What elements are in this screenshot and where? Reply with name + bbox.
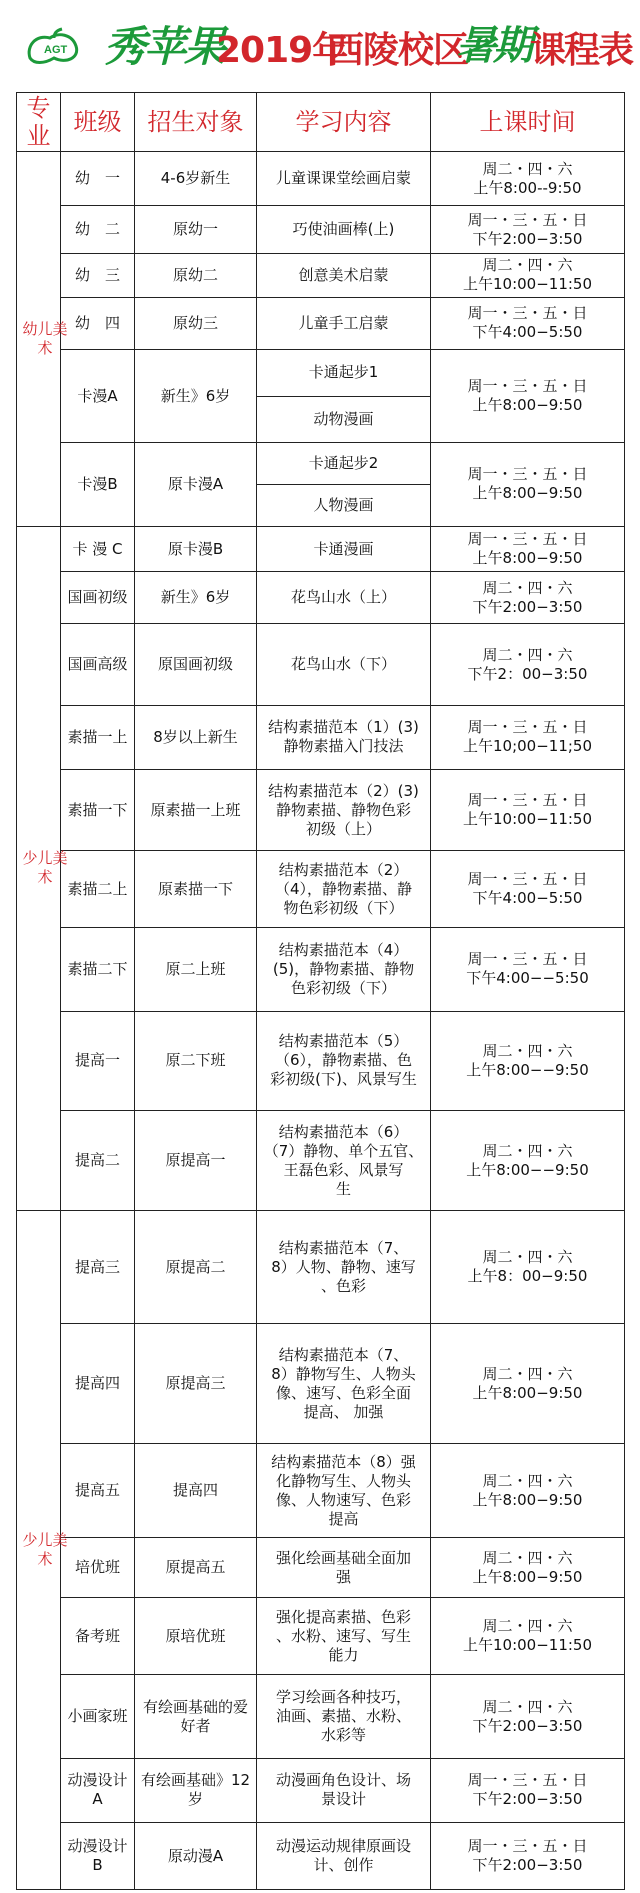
time-cell xyxy=(431,526,625,572)
target-cell: 原幼二 xyxy=(135,253,257,297)
content-line: 创意美术启蒙 xyxy=(298,265,389,284)
target-cell: 原动漫A xyxy=(135,1823,257,1890)
time-line: 周二・四・六 xyxy=(482,1697,573,1716)
class-cell: 素描二下 xyxy=(61,928,135,1011)
column-header-major: 专业 xyxy=(17,93,61,152)
time-cell xyxy=(431,705,625,770)
time-line: 上午10:00−11:50 xyxy=(462,810,593,829)
time-cell xyxy=(431,206,625,254)
time-cell xyxy=(431,1211,625,1323)
time-line: 周二・四・六 xyxy=(482,1141,573,1160)
header-row xyxy=(17,93,625,152)
time-line: 周一・三・五・日 xyxy=(467,465,588,484)
target-cell: 原提高三 xyxy=(135,1323,257,1444)
content-line: 静物素描、静物色彩 xyxy=(275,800,411,819)
content-cell xyxy=(257,1444,431,1538)
class-cell: 提高二 xyxy=(61,1111,135,1211)
class-cell: 素描二上 xyxy=(61,851,135,928)
target-cell: 原提高五 xyxy=(135,1538,257,1598)
content-line: 提高、 加强 xyxy=(303,1402,384,1421)
time-line: 上午10:00−11:50 xyxy=(462,275,593,294)
content-cell xyxy=(257,526,431,572)
time-line: 下午4:00−5:50 xyxy=(472,323,583,342)
table-row xyxy=(17,1675,625,1758)
class-cell: 动漫设计B xyxy=(61,1823,135,1890)
content-line: 彩初级(下)、风景写生 xyxy=(270,1070,417,1089)
content-line: 色彩初级（下） xyxy=(290,978,396,997)
content-cell xyxy=(257,297,431,349)
page-header xyxy=(0,0,640,88)
time-line: 上午8:00−9:50 xyxy=(472,1567,583,1586)
content-cell xyxy=(257,1211,431,1323)
content-cell xyxy=(257,253,431,297)
title-year: 2019年 xyxy=(216,30,348,71)
target-cell: 提高四 xyxy=(135,1444,257,1538)
content-line: 物色彩初级（下） xyxy=(283,898,404,917)
target-cell: 新生》6岁 xyxy=(135,572,257,624)
content-cell: 卡通起步2 xyxy=(257,443,431,485)
time-line: 上午8：00−9:50 xyxy=(467,1267,588,1286)
content-line: 能力 xyxy=(328,1645,359,1664)
content-line: 儿童手工启蒙 xyxy=(298,313,389,332)
table-row xyxy=(17,1758,625,1823)
time-line: 周一・三・五・日 xyxy=(467,791,588,810)
content-line: 卡通漫画 xyxy=(313,539,374,558)
target-cell: 新生》6岁 xyxy=(135,349,257,443)
time-line: 周二・四・六 xyxy=(482,645,573,664)
class-cell: 幼 一 xyxy=(61,152,135,206)
time-line: 上午10:00−11:50 xyxy=(462,1636,593,1655)
major-cell xyxy=(17,152,68,527)
content-line: 、色彩 xyxy=(320,1276,366,1295)
time-cell xyxy=(431,1675,625,1758)
content-cell xyxy=(257,1323,431,1444)
content-line: 强 xyxy=(335,1567,351,1586)
target-cell: 原幼一 xyxy=(135,206,257,254)
brand-name: 秀苹果 xyxy=(104,22,225,71)
content-line: 化静物写生、人物头 xyxy=(275,1471,411,1490)
time-cell xyxy=(431,1598,625,1675)
class-cell: 小画家班 xyxy=(61,1675,135,1758)
content-cell xyxy=(257,770,431,851)
class-cell: 卡漫B xyxy=(61,443,135,526)
time-cell xyxy=(431,349,625,443)
content-line: 儿童课课堂绘画启蒙 xyxy=(275,169,411,188)
content-cell: 动物漫画 xyxy=(257,396,431,443)
time-line: 下午2：00−3:50 xyxy=(467,664,588,683)
column-header-content: 学习内容 xyxy=(257,93,431,152)
time-line: 下午2:00−3:50 xyxy=(472,597,583,616)
time-cell xyxy=(431,928,625,1011)
content-line: (5)，静物素描、静物 xyxy=(272,959,415,978)
schedule-body xyxy=(17,152,625,1890)
content-line: 像、速写、色彩全面 xyxy=(275,1383,411,1402)
time-cell xyxy=(431,253,625,297)
class-cell: 幼 三 xyxy=(61,253,135,297)
content-cell xyxy=(257,928,431,1011)
table-row xyxy=(17,1538,625,1598)
time-line: 下午2:00−3:50 xyxy=(472,1790,583,1809)
table-row xyxy=(17,349,625,396)
content-line: 油画、素描、水粉、 xyxy=(275,1707,411,1726)
time-line: 周二・四・六 xyxy=(482,159,573,178)
content-cell xyxy=(257,1111,431,1211)
target-cell: 原素描一上班 xyxy=(135,770,257,851)
class-cell: 提高五 xyxy=(61,1444,135,1538)
time-line: 上午8:00−−9:50 xyxy=(466,1060,589,1079)
time-line: 上午8:00−9:50 xyxy=(472,549,583,567)
class-cell: 提高四 xyxy=(61,1323,135,1444)
content-line: 像、人物速写、色彩 xyxy=(275,1490,411,1509)
content-line: 王磊色彩、风景写 xyxy=(283,1160,404,1179)
table-row xyxy=(17,526,625,572)
content-cell xyxy=(257,851,431,928)
target-cell: 原国画初级 xyxy=(135,624,257,705)
apple-logo-icon xyxy=(24,28,94,64)
content-line: （6），静物素描、色 xyxy=(274,1051,413,1070)
content-line: （7）静物、单个五官、 xyxy=(263,1141,424,1160)
table-row xyxy=(17,1323,625,1444)
content-line: 结构素描范本（1）(3) xyxy=(268,718,419,737)
time-line: 上午8:00−9:50 xyxy=(472,396,583,415)
content-cell xyxy=(257,152,431,206)
content-line: 提高 xyxy=(328,1509,359,1528)
time-line: 上午8:00−9:50 xyxy=(472,484,583,503)
time-cell xyxy=(431,1758,625,1823)
content-line: 花鸟山水（下） xyxy=(290,655,396,673)
content-line: 结构素描范本（2） xyxy=(278,860,409,879)
content-line: 8）静物写生、人物头 xyxy=(271,1364,416,1383)
content-cell xyxy=(257,572,431,624)
table-row xyxy=(17,1211,625,1323)
title-suffix: 课程表 xyxy=(530,30,633,71)
class-cell: 卡 漫 C xyxy=(61,526,135,572)
content-line: 动漫画角色设计、场 xyxy=(275,1771,411,1790)
time-line: 上午8:00−−9:50 xyxy=(466,1160,589,1179)
time-line: 周二・四・六 xyxy=(482,1471,573,1490)
class-cell: 国画初级 xyxy=(61,572,135,624)
table-row xyxy=(17,624,625,705)
time-line: 周二・四・六 xyxy=(482,1617,573,1636)
class-cell: 提高一 xyxy=(61,1011,135,1111)
target-cell: 原培优班 xyxy=(135,1598,257,1675)
time-cell xyxy=(431,624,625,705)
time-cell xyxy=(431,152,625,206)
column-header-class: 班级 xyxy=(61,93,135,152)
class-cell: 幼 四 xyxy=(61,297,135,349)
major-label: 少儿美术 xyxy=(22,1531,68,1569)
time-cell xyxy=(431,297,625,349)
table-row xyxy=(17,851,625,928)
content-cell xyxy=(257,1823,431,1890)
target-cell: 有绘画基础》12岁 xyxy=(135,1758,257,1823)
content-line: 初级（上） xyxy=(305,819,381,838)
time-line: 周一・三・五・日 xyxy=(467,718,588,737)
content-line: 强化提高素描、色彩 xyxy=(275,1607,411,1626)
content-cell xyxy=(257,1011,431,1111)
time-line: 周一・三・五・日 xyxy=(467,304,588,323)
table-row xyxy=(17,572,625,624)
major-label: 少儿美术 xyxy=(22,849,68,887)
content-line: 结构素描范本（2）(3) xyxy=(268,781,419,800)
column-header-time: 上课时间 xyxy=(431,93,625,152)
class-cell: 提高三 xyxy=(61,1211,135,1323)
time-line: 周一・三・五・日 xyxy=(467,530,588,548)
table-row xyxy=(17,152,625,206)
target-cell: 原二上班 xyxy=(135,928,257,1011)
table-row xyxy=(17,1111,625,1211)
content-line: 水彩等 xyxy=(320,1726,366,1745)
major-cell xyxy=(17,1211,68,1890)
time-line: 下午4:00−−5:50 xyxy=(466,969,589,988)
table-row xyxy=(17,443,625,485)
content-cell: 卡通起步1 xyxy=(257,349,431,396)
content-cell: 人物漫画 xyxy=(257,484,431,526)
table-row xyxy=(17,1598,625,1675)
content-line: 结构素描范本（6） xyxy=(278,1122,409,1141)
time-line: 下午2:00−3:50 xyxy=(472,229,583,248)
content-line: 结构素描范本（5） xyxy=(278,1032,409,1051)
time-line: 周一・三・五・日 xyxy=(467,870,588,889)
target-cell: 有绘画基础的爱好者 xyxy=(135,1675,257,1758)
content-cell xyxy=(257,1758,431,1823)
time-cell xyxy=(431,1538,625,1598)
time-line: 周一・三・五・日 xyxy=(467,950,588,969)
content-cell xyxy=(257,1675,431,1758)
table-row xyxy=(17,297,625,349)
time-line: 周二・四・六 xyxy=(482,1548,573,1567)
title-campus: 西陵校区 xyxy=(328,30,469,71)
table-row xyxy=(17,770,625,851)
target-cell: 原卡漫A xyxy=(135,443,257,526)
target-cell: 4-6岁新生 xyxy=(135,152,257,206)
time-line: 周二・四・六 xyxy=(482,578,573,597)
time-line: 周一・三・五・日 xyxy=(467,1837,588,1856)
time-cell xyxy=(431,1323,625,1444)
table-row xyxy=(17,705,625,770)
time-line: 上午10;00−11;50 xyxy=(462,737,593,756)
content-cell xyxy=(257,1538,431,1598)
class-cell: 备考班 xyxy=(61,1598,135,1675)
content-line: 结构素描范本（7、 xyxy=(278,1345,409,1364)
time-cell xyxy=(431,1011,625,1111)
content-line: 学习绘画各种技巧， xyxy=(275,1688,411,1707)
time-line: 周二・四・六 xyxy=(482,1248,573,1267)
time-line: 周一・三・五・日 xyxy=(467,210,588,229)
content-cell xyxy=(257,705,431,770)
target-cell: 原二下班 xyxy=(135,1011,257,1111)
class-cell: 国画高级 xyxy=(61,624,135,705)
major-label: 幼儿美术 xyxy=(22,319,68,357)
content-line: 强化绘画基础全面加 xyxy=(275,1548,411,1567)
class-cell: 幼 二 xyxy=(61,206,135,254)
time-cell xyxy=(431,1111,625,1211)
content-line: 景设计 xyxy=(320,1790,366,1809)
time-line: 下午4:00−5:50 xyxy=(472,889,583,908)
table-row xyxy=(17,928,625,1011)
content-line: 结构素描范本（4） xyxy=(278,940,409,959)
time-line: 周一・三・五・日 xyxy=(467,1771,588,1790)
time-cell xyxy=(431,770,625,851)
time-line: 下午2:00−3:50 xyxy=(472,1856,583,1875)
content-cell xyxy=(257,206,431,254)
content-line: 巧使油画棒(上) xyxy=(292,220,395,239)
content-cell xyxy=(257,1598,431,1675)
content-line: 、水粉、速写、写生 xyxy=(275,1626,411,1645)
logo-mark-text: AGT xyxy=(44,44,68,56)
target-cell: 原素描一下 xyxy=(135,851,257,928)
time-line: 周二・四・六 xyxy=(482,1041,573,1060)
time-line: 上午8:00−9:50 xyxy=(472,1490,583,1509)
content-line: 静物素描入门技法 xyxy=(283,737,404,756)
class-cell: 素描一下 xyxy=(61,770,135,851)
content-line: 8）人物、静物、速写 xyxy=(271,1257,416,1276)
time-cell xyxy=(431,851,625,928)
table-row xyxy=(17,1823,625,1890)
content-cell xyxy=(257,624,431,705)
time-line: 周一・三・五・日 xyxy=(467,377,588,396)
target-cell: 原卡漫B xyxy=(135,526,257,572)
time-line: 上午8:00--9:50 xyxy=(473,178,582,197)
class-cell: 动漫设计A xyxy=(61,1758,135,1823)
column-header-target: 招生对象 xyxy=(135,93,257,152)
content-line: （4），静物素描、静 xyxy=(274,879,413,898)
time-cell xyxy=(431,1823,625,1890)
time-line: 周二・四・六 xyxy=(482,1364,573,1383)
time-cell xyxy=(431,1444,625,1538)
class-cell: 培优班 xyxy=(61,1538,135,1598)
course-schedule-table xyxy=(16,92,625,1890)
time-line: 下午2:00−3:50 xyxy=(472,1716,583,1735)
target-cell: 原幼三 xyxy=(135,297,257,349)
time-line: 上午8:00−9:50 xyxy=(472,1383,583,1402)
major-cell xyxy=(17,526,68,1211)
title-summer: 暑期 xyxy=(456,22,530,69)
table-row xyxy=(17,1011,625,1111)
table-row xyxy=(17,1444,625,1538)
time-cell xyxy=(431,572,625,624)
content-line: 动漫运动规律原画设 xyxy=(275,1837,411,1856)
table-row xyxy=(17,206,625,254)
content-line: 花鸟山水（上） xyxy=(290,588,396,607)
time-line: 周二・四・六 xyxy=(482,256,573,275)
class-cell: 卡漫A xyxy=(61,349,135,443)
table-row xyxy=(17,253,625,297)
content-line: 生 xyxy=(335,1179,351,1198)
content-line: 计、创作 xyxy=(313,1856,374,1875)
content-line: 结构素描范本（7、 xyxy=(278,1238,409,1257)
target-cell: 原提高二 xyxy=(135,1211,257,1323)
content-line: 结构素描范本（8）强 xyxy=(271,1452,416,1471)
class-cell: 素描一上 xyxy=(61,705,135,770)
target-cell: 8岁以上新生 xyxy=(135,705,257,770)
target-cell: 原提高一 xyxy=(135,1111,257,1211)
time-cell xyxy=(431,443,625,526)
